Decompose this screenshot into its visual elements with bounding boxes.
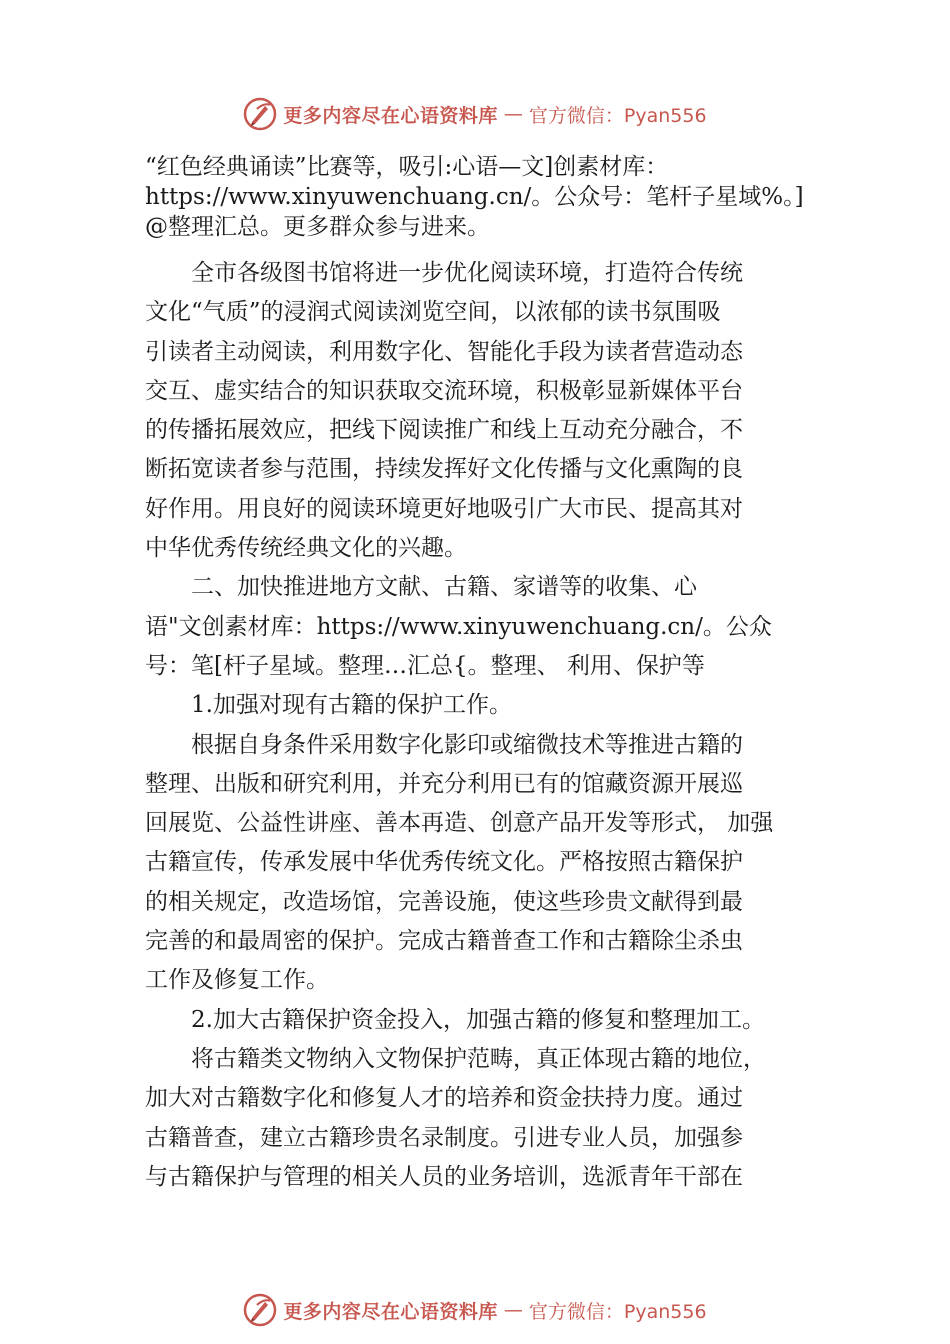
banner-title: 更多内容尽在心语资料库 bbox=[283, 1300, 498, 1323]
paragraph-start-line: 全市各级图书馆将进一步优化阅读环境，打造符合传统 bbox=[191, 260, 743, 286]
text-line: 好作用。用良好的阅读环境更好地吸引广大市民、提高其对 bbox=[145, 495, 743, 522]
text-line: 语"文创素材库：https://www.xinyuwenchuang.cn/。公众 bbox=[145, 613, 772, 640]
text-line: 的传播拓展效应，把线下阅读推广和线上互动充分融合，不 bbox=[145, 417, 743, 444]
text-line: 号：笔[杆子星域。整理…汇总{。整理、 利用、保护等 bbox=[145, 652, 705, 679]
text-line: 断拓宽读者参与范围，持续发挥好文化传播与文化熏陶的良 bbox=[145, 456, 743, 483]
text-line: https://www.xinyuwenchuang.cn/。公众号：笔杆子星域%。] bbox=[145, 184, 804, 210]
paragraph-start-line: 根据自身条件采用数字化影印或缩微技术等推进古籍的 bbox=[191, 731, 743, 758]
footer-banner bbox=[0, 1290, 950, 1330]
text-line: 交互、虚实结合的知识获取交流环境，积极彰显新媒体平台 bbox=[145, 377, 743, 404]
subsection-heading: 1.加强对现有古籍的保护工作。 bbox=[191, 692, 512, 719]
text-line: 与古籍保护与管理的相关人员的业务培训，选派青年干部在 bbox=[145, 1163, 743, 1190]
text-line: 完善的和最周密的保护。完成古籍普查工作和古籍除尘杀虫 bbox=[145, 928, 743, 955]
text-line: @整理汇总。更多群众参与进来。 bbox=[145, 214, 490, 240]
text-line: 加大对古籍数字化和修复人才的培养和资金扶持力度。通过 bbox=[145, 1085, 743, 1112]
text-line: 古籍普查，建立古籍珍贵名录制度。引进专业人员，加强参 bbox=[145, 1124, 743, 1151]
text-line: 文化“气质”的浸润式阅读浏览空间，以浓郁的读书氛围吸 bbox=[145, 299, 721, 326]
text-line: 工作及修复工作。 bbox=[145, 967, 329, 994]
subsection-heading: 2.加大古籍保护资金投入，加强古籍的修复和整理加工。 bbox=[191, 1006, 765, 1033]
brand-logo-icon bbox=[243, 97, 277, 131]
text-line: “红色经典诵读”比赛等，吸引:心语—文]创素材库： bbox=[145, 154, 669, 180]
header-banner bbox=[0, 94, 950, 134]
text-line: 古籍宣传，传承发展中华优秀传统文化。严格按照古籍保护 bbox=[145, 849, 743, 876]
text-line: 回展览、公益性讲座、善本再造、创意产品开发等形式， 加强 bbox=[145, 810, 774, 837]
paragraph-start-line: 将古籍类文物纳入文物保护范畴，真正体现古籍的地位， bbox=[191, 1045, 766, 1072]
document-body bbox=[145, 152, 825, 1197]
text-line: 引读者主动阅读，利用数字化、智能化手段为读者营造动态 bbox=[145, 338, 743, 365]
banner-wechat: 官方微信：Pyan556 bbox=[528, 104, 707, 127]
banner-wechat: 官方微信：Pyan556 bbox=[528, 1300, 707, 1323]
section-heading: 二、加快推进地方文献、古籍、家谱等的收集、心 bbox=[191, 574, 697, 601]
text-line: 的相关规定，改造场馆，完善设施，使这些珍贵文献得到最 bbox=[145, 888, 743, 915]
banner-separator: — bbox=[503, 1299, 523, 1321]
text-line: 中华优秀传统经典文化的兴趣。 bbox=[145, 535, 467, 562]
brand-logo-icon bbox=[243, 1293, 277, 1327]
banner-title: 更多内容尽在心语资料库 bbox=[283, 104, 498, 127]
text-line: 整理、出版和研究利用，并充分利用已有的馆藏资源开展巡 bbox=[145, 770, 743, 797]
banner-separator: — bbox=[503, 103, 523, 125]
